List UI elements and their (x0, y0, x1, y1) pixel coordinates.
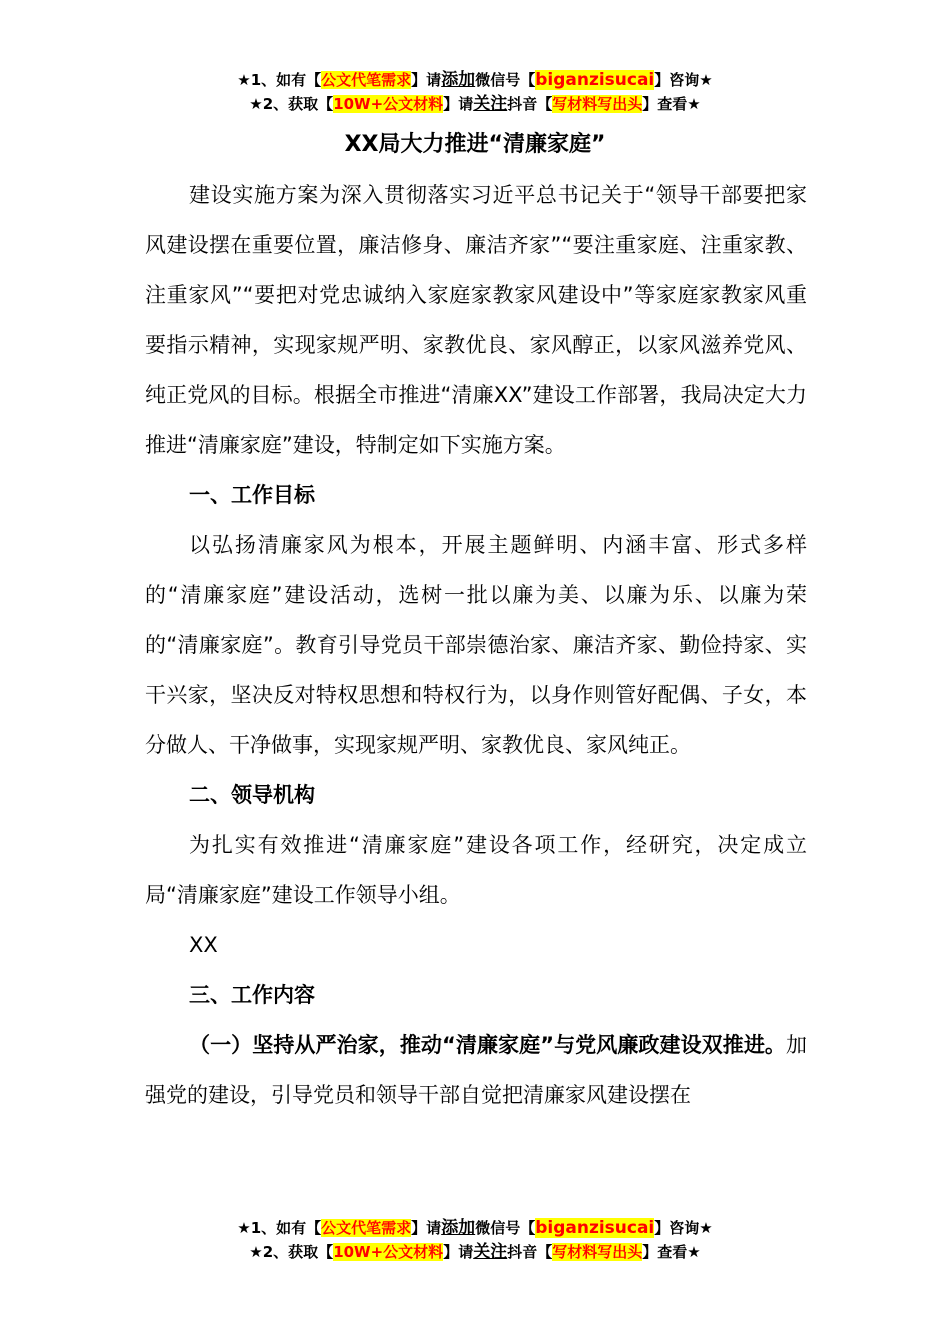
promo-text: 微信号【 (475, 71, 536, 89)
section-paragraph: XX (189, 933, 218, 957)
promo-underlined: 关注 (473, 94, 508, 114)
promo-highlight: biganzisucai (535, 1218, 655, 1238)
document-body (145, 170, 807, 1120)
section-paragraph: 以弘扬清廉家风为根本，开展主题鲜明、内涵丰富、形式多样的“清廉家庭”建设活动，选树一批以廉为美、以廉为乐、以廉为荣的“清廉家庭”。教育引导党员干部崇德治家、廉洁齐家、勤俭持家、实干兴家，坚决反对特权思想和特权行为，以身作则管好配偶、子女，本分做人、干净做事，实现家规严明、家教优良、家风纯正。 (145, 533, 807, 757)
promo-text: ★1、如有【 (237, 1219, 322, 1237)
promo-line-2 (0, 92, 950, 116)
promo-highlight: 写材料写出头 (552, 95, 643, 113)
promo-highlight: biganzisucai (535, 70, 655, 90)
promo-highlight: 公文代笔需求 (321, 71, 412, 89)
promo-underlined: 关注 (473, 1242, 508, 1262)
promo-header (0, 68, 950, 116)
promo-footer (0, 1216, 950, 1264)
section-paragraph: 为扎实有效推进“清廉家庭”建设各项工作，经研究，决定成立局“清廉家庭”建设工作领导小组。 (145, 833, 807, 907)
promo-highlight: 10W+公文材料 (333, 95, 444, 113)
promo-underlined: 添加 (441, 70, 476, 90)
promo-line-1 (0, 1216, 950, 1240)
promo-text: 】请 (411, 1219, 442, 1237)
section-paragraph (145, 1020, 807, 1120)
promo-text: 】查看★ (642, 1243, 701, 1261)
item-text: 加强党的建设，引导党员和领导干部自觉把清廉家风建设摆在 (145, 1033, 807, 1107)
promo-underlined: 添加 (441, 1218, 476, 1238)
section-heading: 一、工作目标 (189, 483, 315, 507)
promo-text: 抖音【 (507, 95, 553, 113)
promo-text: 抖音【 (507, 1243, 553, 1261)
promo-highlight: 10W+公文材料 (333, 1243, 444, 1261)
promo-text: 】请 (443, 1243, 474, 1261)
promo-text: ★2、获取【 (249, 95, 334, 113)
item-lead: （一）坚持从严治家，推动“清廉家庭”与党风廉政建设双推进。 (189, 1033, 786, 1057)
promo-text: 】请 (443, 95, 474, 113)
promo-text: 】请 (411, 71, 442, 89)
promo-highlight: 公文代笔需求 (321, 1219, 412, 1237)
promo-text: 】咨询★ (654, 1219, 713, 1237)
intro-paragraph: 建设实施方案为深入贯彻落实习近平总书记关于“领导干部要把家风建设摆在重要位置，廉洁修身、廉洁齐家”“要注重家庭、注重家教、注重家风”“要把对党忠诚纳入家庭家教家风建设中”等家庭家教家风重要指示精神，实现家规严明、家教优良、家风醇正，以家风滋养党风、纯正党风的目标。根据全市推进“清廉XX”建设工作部署，我局决定大力推进“清廉家庭”建设，特制定如下实施方案。 (145, 183, 807, 457)
promo-text: 】咨询★ (654, 71, 713, 89)
promo-text: ★1、如有【 (237, 71, 322, 89)
promo-text: 微信号【 (475, 1219, 536, 1237)
promo-highlight: 写材料写出头 (552, 1243, 643, 1261)
promo-text: 】查看★ (642, 95, 701, 113)
promo-text: ★2、获取【 (249, 1243, 334, 1261)
document-title: XX局大力推进“清廉家庭” (344, 132, 606, 157)
section-heading: 二、领导机构 (189, 783, 315, 807)
section-heading: 三、工作内容 (189, 983, 315, 1007)
promo-line-1 (0, 68, 950, 92)
promo-line-2 (0, 1240, 950, 1264)
